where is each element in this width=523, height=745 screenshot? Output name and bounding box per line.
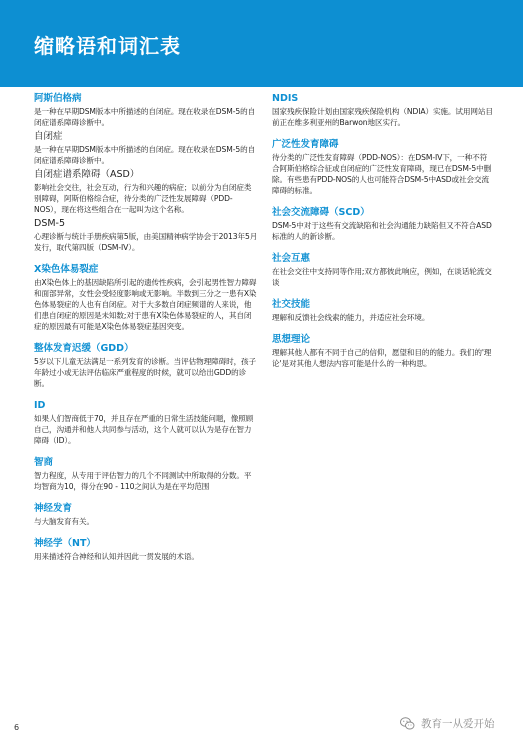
- glossary-entry-social-skills: [272, 298, 494, 323]
- glossary-entry-neurodevelopment: [34, 502, 258, 527]
- term-definition: 心理诊断与统计手册疾病第5版，由美国精神病学协会于2013年5月发行，取代第四版（DSM-IV）。: [34, 232, 258, 252]
- glossary-entry-theory-of-mind: [272, 333, 494, 369]
- term-definition: 影响社会交往，社会互动，行为和兴趣的病症；以前分为自闭症类别障碍，阿斯伯格综合症，待分类的广泛性发展障碍（PDD-NOS），现在将这些组合在一起叫为这个名称。: [34, 183, 252, 214]
- term-definition: 与大脑发育有关。: [34, 517, 94, 526]
- term-heading: 神经学（NT）: [34, 538, 96, 549]
- term-definition: 是一种在早期DSM版本中所描述的自闭症。现在收录在DSM-5的自闭症谱系障碍诊断中。: [34, 107, 256, 127]
- watermark: [400, 716, 495, 731]
- term-heading: 整体发育迟缓（GDD）: [34, 343, 134, 354]
- glossary-entry-scd: [272, 206, 494, 242]
- term-definition: 在社会交往中支持同等作用;双方都彼此响应，例如，在谈话轮流交谈: [272, 267, 492, 287]
- term-heading: 广泛性发育障碍: [272, 139, 339, 150]
- term-definition: 5岁以下儿童无法满足一系列发育的诊断。当评估物理障碍时，孩子年龄过小或无法评估临床严重程度的时候，就可以给出GDD的诊断。: [34, 357, 257, 388]
- glossary-entry-asd: [34, 168, 258, 215]
- term-heading: 社交技能: [272, 299, 311, 310]
- term-definition: 理解和反馈社会线索的能力，并适应社会环境。: [272, 313, 430, 322]
- term-heading: NDIS: [272, 93, 299, 104]
- term-heading: DSM-5: [34, 218, 66, 229]
- glossary-entry-fragile-x: [34, 263, 258, 332]
- term-definition: DSM-5中对于这些有交流缺陷和社会沟通能力缺陷但又不符合ASD标准的人的新诊断。: [272, 221, 492, 241]
- header-band: [0, 0, 523, 87]
- term-heading: 社会互惠: [272, 253, 311, 264]
- glossary-entry-gdd: [34, 342, 258, 389]
- wechat-icon: [400, 717, 415, 731]
- glossary-entry-pdd: [272, 138, 494, 196]
- glossary-entry-id: [34, 399, 258, 446]
- glossary-entry-asperger: [34, 92, 258, 128]
- term-heading: 自闭症谱系障碍（ASD）: [34, 169, 140, 180]
- glossary-left-column: [34, 92, 258, 562]
- page-title: 缩略语和词汇表: [34, 34, 181, 58]
- term-heading: 智商: [34, 457, 54, 468]
- term-heading: X染色体易裂症: [34, 264, 99, 275]
- glossary-entry-ndis: [272, 92, 494, 128]
- glossary-entry-nt: [34, 537, 258, 562]
- term-definition: 由X染色体上的基因缺陷所引起的遗传性疾病，会引起男性智力障碍和面部异常，女性会受轻度影响或无影响。半数到三分之一患有X染色体易裂症的人也有自闭症。对于大多数自闭症频谱的人来说，他们患自闭症的原因是未知数;对于患有X染色体易裂症的人，其自闭症的原因最有可能是X染色体易裂症基因突变。: [34, 278, 257, 331]
- term-definition: 待分类的广泛性发育障碍（PDD-NOS）：在DSM-IV下，一种不符合阿斯伯格综合征或自闭症的广泛性发育障碍，现已在DSM-5中删除。有些患有PDD-NOS的人也可能符合DSM-5中ASD或社会交流障碍的标准。: [272, 153, 492, 195]
- term-definition: 国家残疾保险计划由国家残疾保险机构（NDIA）实施。试用网站目前正在维多利亚州的Barwon地区实行。: [272, 107, 493, 127]
- term-heading: 自闭症: [34, 131, 63, 142]
- page-number: 6: [14, 723, 20, 732]
- term-heading: 神经发育: [34, 503, 73, 514]
- term-heading: 社会交流障碍（SCD）: [272, 207, 370, 218]
- term-heading: 阿斯伯格病: [34, 93, 82, 104]
- glossary-entry-autism: [34, 130, 258, 166]
- term-definition: 如果人们智商低于70，并且存在严重的日常生活技能问题，像照顾自己，沟通并和他人共同参与活动，这个人就可以认为是存在智力障碍（ID）。: [34, 414, 254, 445]
- term-definition: 用来描述符合神经和认知并因此一贯发展的术语。: [34, 552, 199, 561]
- term-heading: 思想理论: [272, 334, 311, 345]
- glossary-right-column: [272, 92, 494, 369]
- glossary-entry-social-reciprocity: [272, 252, 494, 288]
- term-definition: 智力程度，从专用于评估智力的几个不同测试中所取得的分数。平均智商为10，得分在90 - 110之间认为是在平均范围: [34, 471, 252, 491]
- watermark-text: 教育一从爱开始: [421, 718, 495, 730]
- term-heading: ID: [34, 400, 46, 411]
- term-definition: 理解其他人都有不同于自己的信仰，愿望和目的的能力。我们的'理论'是对其他人想法内容可能是什么的一种构思。: [272, 348, 492, 368]
- term-definition: 是一种在早期DSM版本中所描述的自闭症。现在收录在DSM-5的自闭症谱系障碍诊断中。: [34, 145, 256, 165]
- glossary-entry-iq: [34, 456, 258, 492]
- glossary-entry-dsm5: [34, 217, 258, 253]
